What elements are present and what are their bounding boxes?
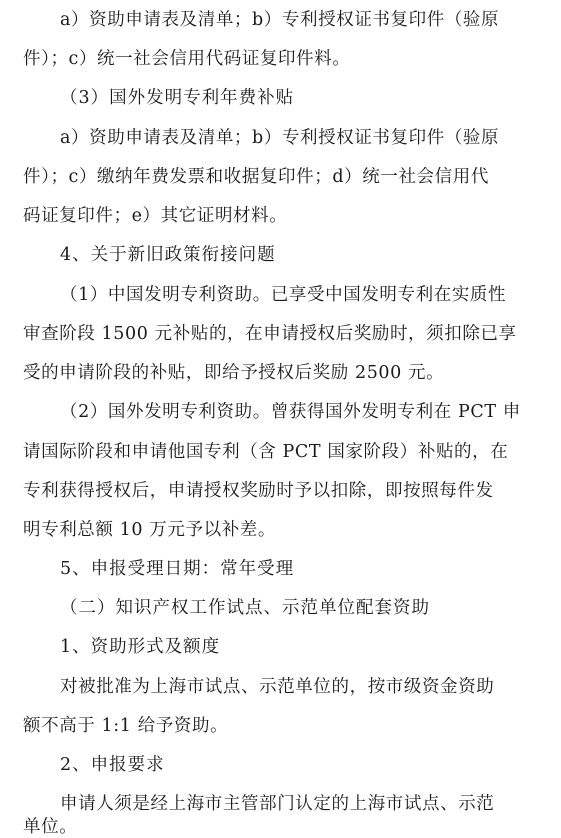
- section-heading: 1、资助形式及额度: [60, 637, 221, 657]
- text-line: 额不高于 1:1 给予资助。: [23, 716, 229, 736]
- text-line: 申请人须是经上海市主管部门认定的上海市试点、示范: [60, 794, 495, 814]
- text-line: 对被批准为上海市试点、示范单位的，按市级资金资助: [60, 677, 495, 697]
- text-line: 件）；c）缴纳年费发票和收据复印件；d）统一社会信用代: [23, 167, 489, 187]
- section-heading: （3）国外发明专利年费补贴: [60, 88, 295, 108]
- text-line: （2）国外发明专利资助。曾获得国外发明专利在 PCT 申: [60, 402, 521, 422]
- section-heading: 4、关于新旧政策衔接问题: [60, 245, 276, 265]
- text-line: 明专利总额 10 万元予以补差。: [23, 520, 276, 540]
- text-line: （1）中国发明专利资助。已享受中国发明专利在实质性: [60, 285, 507, 305]
- text-line: 单位。: [23, 817, 78, 837]
- text-line: 审查阶段 1500 元补贴的，在申请授权后奖励时，须扣除已享: [23, 324, 517, 344]
- text-line: a）资助申请表及清单；b）专利授权证书复印件（验原: [60, 128, 500, 148]
- text-line: 专利获得授权后，申请授权奖励时予以扣除，即按照每件发: [23, 481, 494, 501]
- text-line: 码证复印件；e）其它证明材料。: [23, 206, 288, 226]
- text-line: a）资助申请表及清单；b）专利授权证书复印件（验原: [60, 10, 500, 30]
- text-line: 请国际阶段和申请他国专利（含 PCT 国家阶段）补贴的，在: [23, 442, 509, 462]
- section-heading: 5、申报受理日期：常年受理: [60, 559, 295, 579]
- section-heading: （二）知识产权工作试点、示范单位配套资助: [60, 598, 430, 618]
- text-line: 受的申请阶段的补贴，即给予授权后奖励 2500 元。: [23, 363, 445, 383]
- section-heading: 2、申报要求: [60, 755, 165, 775]
- text-line: 件）；c）统一社会信用代码证复印件料。: [23, 49, 351, 69]
